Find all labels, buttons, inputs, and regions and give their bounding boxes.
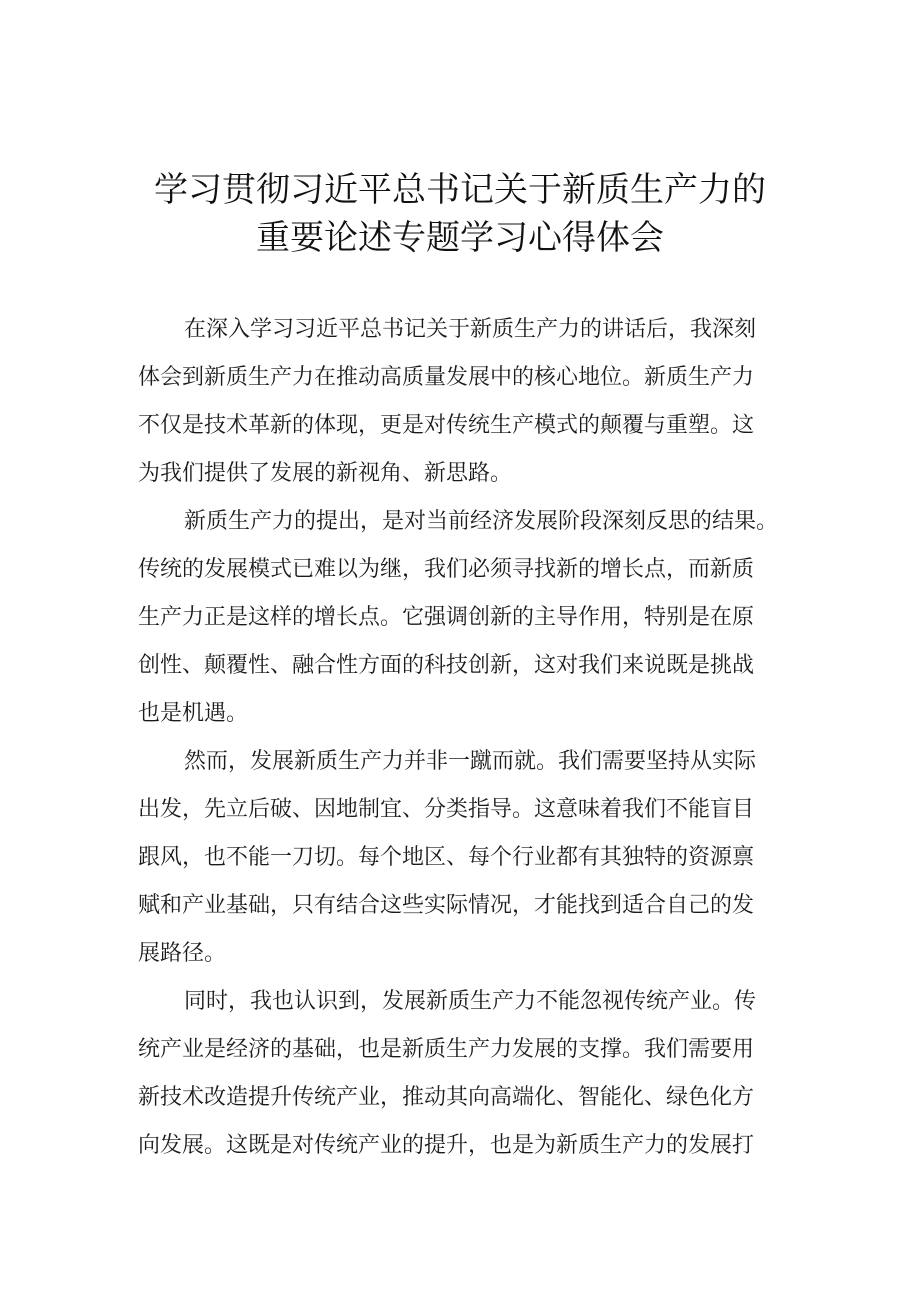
document-title: [0, 166, 920, 262]
paragraph-1: [138, 306, 806, 498]
paragraph-line: 为我们提供了发展的新视角、新思路。: [138, 461, 513, 486]
paragraph-line: 新质生产力的提出，是对当前经济发展阶段深刻反思的结果。: [184, 509, 779, 534]
paragraph-line: 体会到新质生产力在推动高质量发展中的核心地位。新质生产力: [138, 365, 755, 390]
paragraph-line: 新技术改造提升传统产业，推动其向高端化、智能化、绿色化方: [138, 1085, 755, 1110]
paragraph-4: [138, 978, 806, 1170]
paragraph-line: 出发，先立后破、因地制宜、分类指导。这意味着我们不能盲目: [138, 797, 755, 822]
paragraph-line: 在深入学习习近平总书记关于新质生产力的讲话后，我深刻: [184, 317, 757, 342]
paragraph-line: 不仅是技术革新的体现，更是对传统生产模式的颠覆与重塑。这: [138, 413, 755, 438]
paragraph-line: 生产力正是这样的增长点。它强调创新的主导作用，特别是在原: [138, 605, 755, 630]
paragraph-2: [138, 498, 806, 738]
paragraph-line: 展路径。: [138, 941, 227, 966]
paragraph-line: 创性、颠覆性、融合性方面的科技创新，这对我们来说既是挑战: [138, 653, 755, 678]
paragraph-line: 向发展。这既是对传统产业的提升，也是为新质生产力的发展打: [138, 1133, 755, 1158]
paragraph-line: 同时，我也认识到，发展新质生产力不能忽视传统产业。传: [184, 989, 757, 1014]
title-line-2: 重要论述专题学习心得体会: [256, 218, 664, 258]
paragraph-line: 传统的发展模式已难以为继，我们必须寻找新的增长点，而新质: [138, 557, 755, 582]
title-line-1: 学习贯彻习近平总书记关于新质生产力的: [154, 170, 766, 210]
paragraph-line: 也是机遇。: [138, 701, 249, 726]
paragraph-line: 赋和产业基础，只有结合这些实际情况，才能找到适合自己的发: [138, 893, 755, 918]
paragraph-line: 然而，发展新质生产力并非一蹴而就。我们需要坚持从实际: [184, 749, 757, 774]
paragraph-3: [138, 738, 806, 978]
paragraph-line: 统产业是经济的基础，也是新质生产力发展的支撑。我们需要用: [138, 1037, 755, 1062]
paragraph-line: 跟风，也不能一刀切。每个地区、每个行业都有其独特的资源禀: [138, 845, 755, 870]
document-body: [138, 306, 806, 1170]
